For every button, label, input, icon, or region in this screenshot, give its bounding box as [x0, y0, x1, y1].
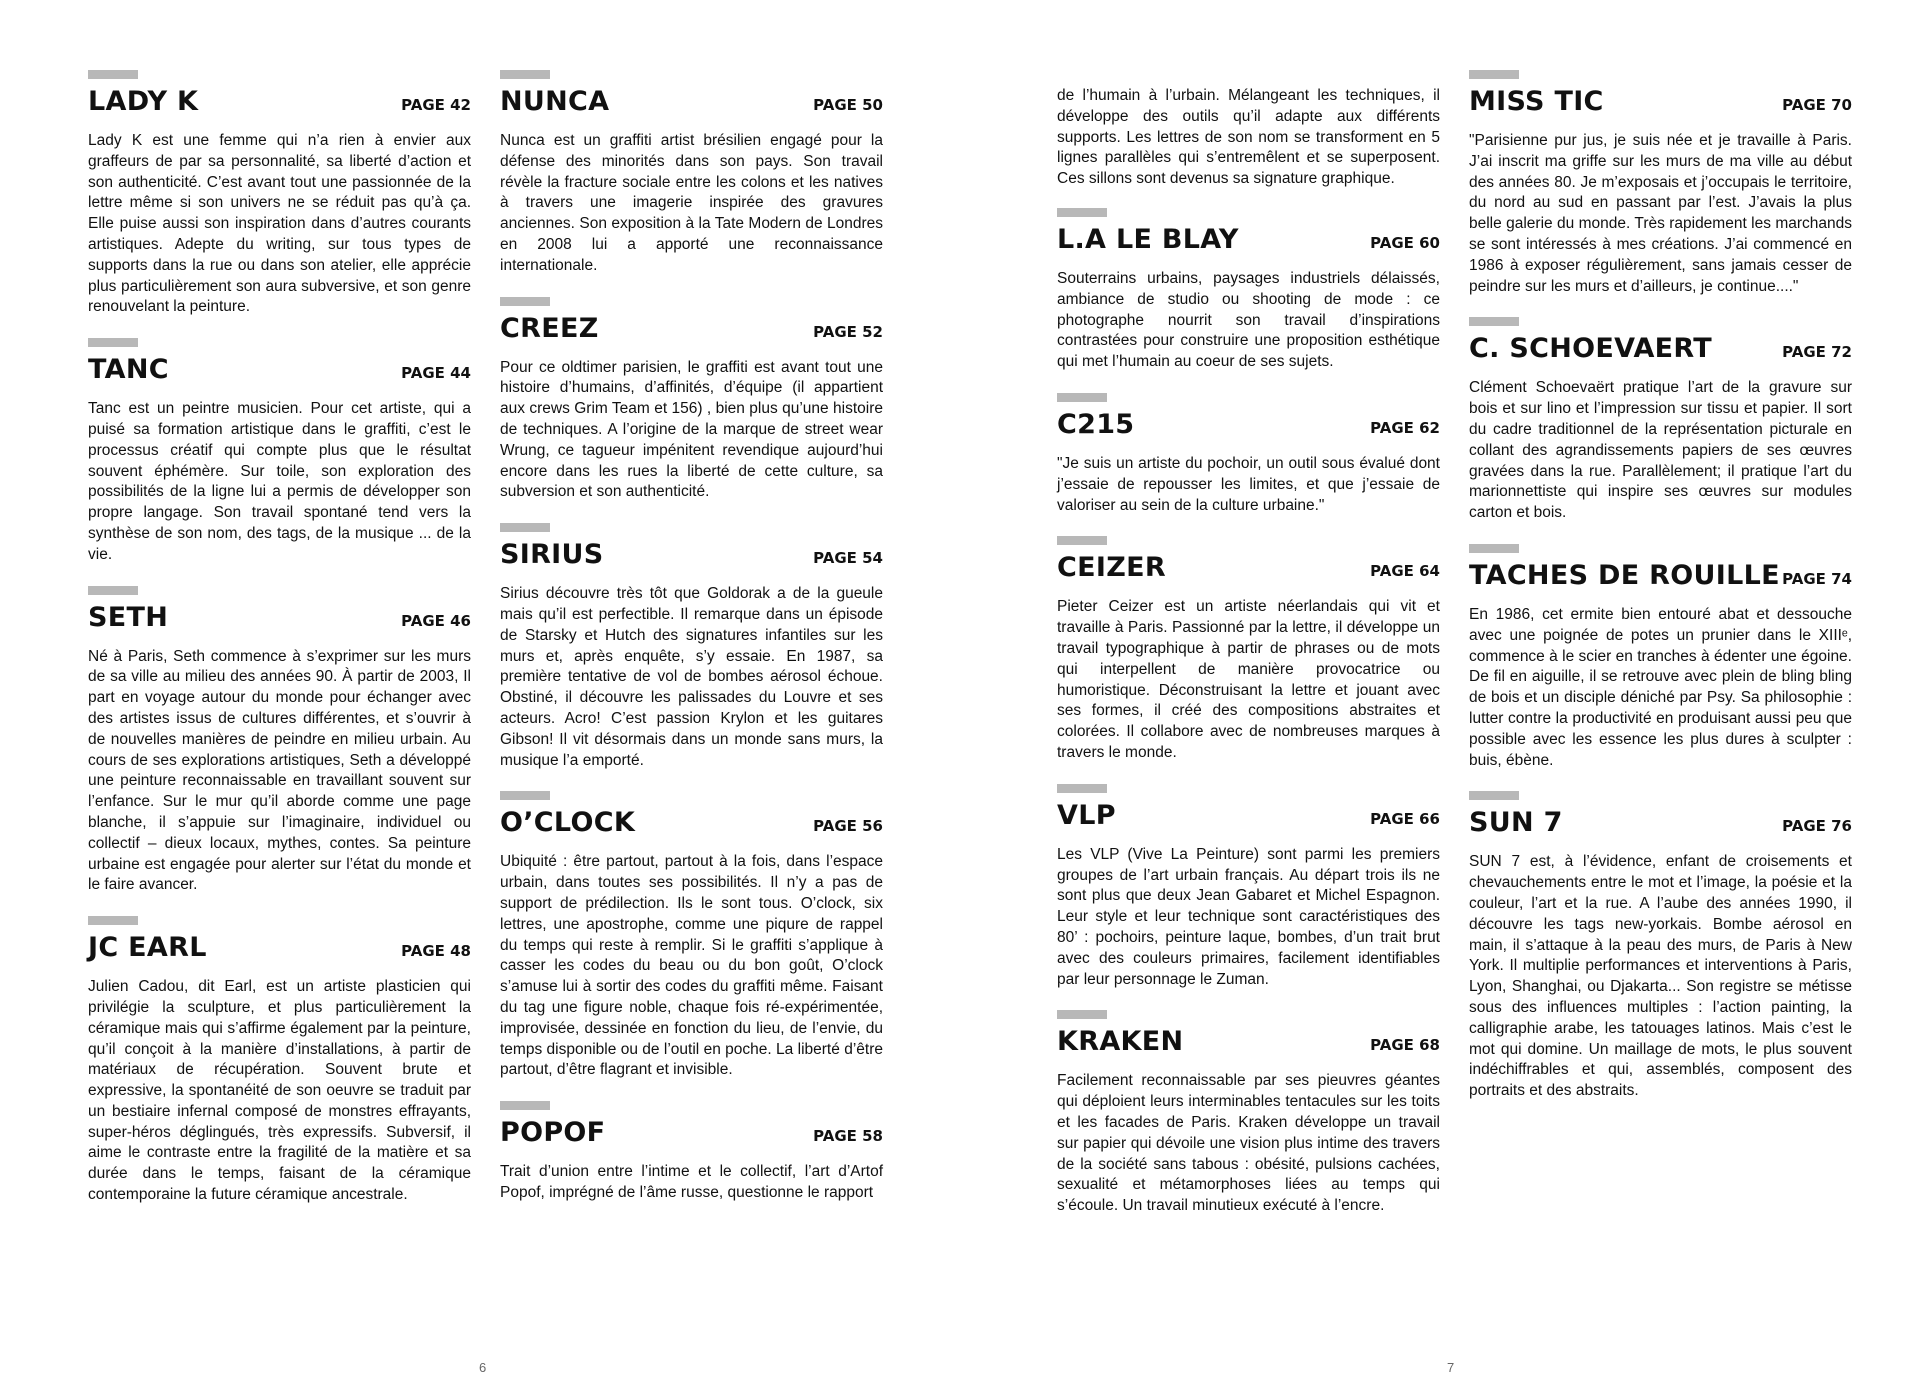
artist-name: L.A LE BLAY	[1057, 223, 1239, 255]
right-page-column-2	[1469, 70, 1852, 1122]
artist-name: TACHES DE ROUILLE	[1469, 559, 1780, 591]
section-marker	[1469, 791, 1519, 800]
entry-header	[88, 355, 471, 385]
page-reference: PAGE 72	[1782, 343, 1852, 362]
artist-bio: Nunca est un graffiti artist brésilien engagé pour la défense des minorités dans son pays. Son travail révèle la fracture sociale entre les colons et les natives à travers une imagerie inspirée des gravures anciennes. Son exposition à la Tate Modern de Londres en 2008 lui a apporté une reconnaissance internationale.	[500, 132, 883, 274]
page-reference: PAGE 70	[1782, 96, 1852, 114]
artist-bio: Tanc est un peintre musicien. Pour cet artiste, qui a puisé sa formation artistique dans le graffiti, c’est le processus créatif qui compte plus que le résultat souvent éphémère. Sur toile, son exploration des possibilités de la ligne lui a permis de développer son propre langage. Son travail spontané tend vers la synthèse de son nom, des tags, de la musique ... de la vie.	[88, 400, 471, 563]
entry-header	[88, 603, 471, 633]
page-reference: PAGE 44	[401, 364, 471, 383]
artist-bio: Trait d’union entre l’intime et le collectif, l’art d’Artof Popof, imprégné de l’âme russe, questionne le rapport	[500, 1163, 883, 1201]
artist-bio: En 1986, cet ermite bien entouré abat et dessouche avec une poignée de potes un prunier dans le XIIIᵉ, commence à le scier en tranches à édenter une égoine. De fil en aiguille, il se retrouve avec plein de bling bling de bois et un disciple déniché par Psy. Sa philosophie : lutter contre la productivité en produisant aussi peu que possible avec les essence les plus dures à sculpter : buis, ébène.	[1469, 605, 1852, 769]
artist-bio: Né à Paris, Seth commence à s’exprimer sur les murs de sa ville au milieu des années 90. À partir de 2003, Il part en voyage autour du monde pour échanger avec des artistes issus de cultures différentes, et s’ouvrir à de nouvelles manières de peindre en milieu urbain. Au cours de ses explorations artistiques, Seth a développé une peinture reconnaissable en travaillant souvent sur l’enfance. Sur le mur qu’il aborde comme une page blanche, il s’appuie sur l’imaginaire, individuel ou collectif – dieux locaux, mythes, contes. Sa peinture urbaine est engagée pour alerter sur l’état du monde et le faire avancer.	[88, 647, 471, 894]
left-page-column-2	[500, 70, 883, 1224]
artist-name: C215	[1057, 408, 1135, 440]
artist-entry	[500, 1101, 883, 1204]
section-marker	[88, 338, 138, 347]
entry-header	[1469, 808, 1852, 838]
artist-name: O’CLOCK	[500, 807, 636, 839]
entry-header	[1057, 410, 1440, 440]
page-reference: PAGE 56	[813, 817, 883, 836]
section-marker	[500, 297, 550, 306]
page-reference: PAGE 54	[813, 549, 883, 568]
entry-header	[500, 540, 883, 570]
artist-entry	[88, 916, 471, 1206]
entry-header	[88, 933, 471, 963]
artist-entry	[1057, 784, 1440, 991]
left-page-column-1	[88, 70, 471, 1226]
artist-entry	[88, 338, 471, 565]
artist-entry	[1469, 70, 1852, 297]
page-reference: PAGE 76	[1782, 817, 1852, 836]
artist-name: CREEZ	[500, 312, 599, 344]
artist-entry	[88, 586, 471, 897]
artist-name: JC EARL	[88, 932, 207, 964]
artist-entry	[1469, 791, 1852, 1102]
artist-bio: Pour ce oldtimer parisien, le graffiti est avant tout une histoire d’humains, d’affinités, d’équipe (il appartient aux crews Grim Team et 156) , bien plus qu’une histoire de techniques. A l’origine de la marque de street wear Wrung, ce tagueur impénitent revendique aujourd’hui encore dans les rues la liberté de cette culture, sa subversion et son authenticité.	[500, 358, 883, 501]
entry-header	[500, 808, 883, 838]
artist-name: MISS TIC	[1469, 86, 1604, 117]
artist-entry	[500, 70, 883, 277]
page-reference: PAGE 52	[813, 322, 883, 341]
artist-entry	[1057, 1010, 1440, 1217]
artist-entry	[500, 523, 883, 771]
section-marker	[1469, 317, 1519, 326]
section-marker	[1057, 1010, 1107, 1019]
section-marker	[1057, 208, 1107, 217]
page-number-left: 6	[479, 1360, 487, 1375]
artist-name: TANC	[88, 354, 169, 386]
right-page-column-1	[1057, 86, 1440, 1237]
artist-entry	[1057, 393, 1440, 516]
entry-header	[1469, 334, 1852, 364]
page-reference: PAGE 66	[1370, 809, 1440, 828]
entry-header	[1057, 553, 1440, 583]
artist-name: SUN 7	[1469, 807, 1563, 839]
artist-bio: Les VLP (Vive La Peinture) sont parmi les premiers groupes de l’art urbain français. Au départ trois ils ne sont plus que deux Jean Gabaret et Michel Espagnon. Leur style et leur technique sont caractéristiques des 80’ : pochoirs, peinture laque, bombes, d’un trait brut avec des couleurs primaires, facilement identifiables par leur personnage le Zuman.	[1057, 845, 1440, 988]
entry-header	[1057, 801, 1440, 831]
artist-bio: Ubiquité : être partout, partout à la fois, dans l’espace urbain, dans toutes ses possibilités. Il n’y a pas de support de prédilection. Ils le sont tous. O’clock, six lettres, une apostrophe, comme une piqure de rappel du temps qui reste à remplir. Si le graffiti s’applique à casser les codes du beau ou du bon goût, O’clock s’amuse lui à sortir des codes du graffiti même. Faisant du tag une figure noble, chaque fois ré-expérimentée, improvisée, dessinée en fonction du lieu, de l’envie, du temps disponible ou de l’outil en poche. La liberté d’être partout, d’être flagrant et invisible.	[500, 853, 883, 1079]
artist-bio: Clément Schoevaërt pratique l’art de la gravure sur bois et sur lino et l’impression sur tissu et papier. Il sort du cadre traditionnel de la représentation picturale en collant des agrandissements papiers de ses œuvres gravées dans la rue. Parallèlement; il pratique l’art du marionnettiste qui inspire ses œuvres sur modules carton et bois.	[1469, 379, 1852, 522]
entry-header	[500, 87, 883, 117]
artist-bio: Julien Cadou, dit Earl, est un artiste plasticien qui privilégie la sculpture, et plus particulièrement la céramique mais qui s’affirme également par la peinture, qu’il conçoit à la manière d’installations, à partir de matériaux de récupération. Souvent brute et expressive, la spontanéité de son oeuvre se traduit par un bestiaire infernal composé de monstres effrayants, super-héros déglingués, très expressifs. Subversif, il aime le contraste entre la fragilité de la matière et sa durée dans le temps, faisant de la céramique contemporaine la future céramique ancestrale.	[88, 978, 471, 1204]
artist-name: KRAKEN	[1057, 1026, 1184, 1058]
artist-bio: Lady K est une femme qui n’a rien à envier aux graffeurs de par sa personnalité, sa liberté d’action et son authenticité. C’est avant tout une passionnée de la lettre même si son univers ne se réduit pas qu’à ça. Elle puise aussi son inspiration dans d’autres courants artistiques. Adepte du writing, sur tous types de supports dans la rue ou dans son atelier, elle apprécie plus particulièrement son aura subversive, et son genre renouvelant la peinture.	[88, 132, 471, 316]
artist-entry	[1469, 544, 1852, 771]
page-reference: PAGE 42	[401, 96, 471, 114]
page-reference: PAGE 58	[813, 1127, 883, 1146]
entry-header	[1057, 225, 1440, 255]
section-marker	[1057, 393, 1107, 402]
page-number-right: 7	[1447, 1360, 1455, 1375]
section-marker	[500, 1101, 550, 1110]
entry-header	[88, 87, 471, 117]
continued-text: de l’humain à l’urbain. Mélangeant les techniques, il développe des outils qu’il adapte aux différents supports. Les lettres de son nom se transforment en 5 lignes parallèles qui s’entremêlent et se superposent. Ces sillons sont devenus sa signature graphique.	[1057, 87, 1440, 188]
artist-bio: Sirius découvre très tôt que Goldorak a de la gueule mais qu’il est perfectible. Il remarque dans un épisode de Starsky et Hutch des signatures infantiles sur les murs et, après enquête, s’y essaie. En 1987, sa première tentative de vol de bombes aérosol échoue. Obstiné, il découvre les palissades du Louvre et ses acteurs. Acro! C’est passion Krylon et les guitares Gibson! Il vit désormais dans un monde sans murs, la musique l’a emporté.	[500, 585, 883, 769]
artist-entry	[88, 70, 471, 318]
artist-entry	[1057, 208, 1440, 373]
page-reference: PAGE 46	[401, 611, 471, 630]
page-reference: PAGE 48	[401, 942, 471, 961]
page-reference: PAGE 60	[1370, 233, 1440, 252]
section-marker	[1469, 70, 1519, 79]
artist-entry	[500, 791, 883, 1081]
section-marker	[88, 70, 138, 79]
artist-name: LADY K	[88, 86, 199, 117]
section-marker	[88, 916, 138, 925]
artist-name: CEIZER	[1057, 552, 1166, 584]
artist-bio: Souterrains urbains, paysages industriels délaissés, ambiance de studio ou shooting de mode : ce photographe nourrit son travail d’inspirations contrastées pour construire une proposition esthétique qui met l’humain au coeur de ses sujets.	[1057, 269, 1440, 371]
artist-entry	[1057, 536, 1440, 763]
section-marker	[88, 586, 138, 595]
page-reference: PAGE 64	[1370, 562, 1440, 581]
page-reference: PAGE 50	[813, 96, 883, 114]
page-reference: PAGE 68	[1370, 1036, 1440, 1055]
section-marker	[500, 523, 550, 532]
artist-bio: SUN 7 est, à l’évidence, enfant de croisements et chevauchements entre le mot et l’image, la poésie et la couleur, l’art et la rue. A l’aube des années 1990, il découvre les tags new-yorkais. Bombe aérosol en main, il s’attaque à la peau des murs, de Paris à New York. Il multiplie performances et interventions à Paris, Lyon, Shanghai, ou Djakarta... Son registre se métisse sous des influences multiples : l’action painting, la calligraphie arabe, les tatouages latinos. Mais c’est le mot qui domine. Un maillage de mots, le plus souvent indéchiffrables et qui, assemblés, composent des portraits et des abstraits.	[1469, 853, 1852, 1100]
artist-bio: Pieter Ceizer est un artiste néerlandais qui vit et travaille à Paris. Passionné par la lettre, il développe un travail typographique à partir de phrases ou de mots qui interpellent de manière provocatrice ou humoristique. Déconstruisant la lettre et jouant avec ses formes, il créé des compositions abstraites et colorées. Il collabore avec de nombreuses marques à travers le monde.	[1057, 598, 1440, 761]
artist-name: POPOF	[500, 1117, 606, 1149]
entry-header	[1469, 561, 1852, 591]
page-reference: PAGE 62	[1370, 418, 1440, 437]
section-marker	[500, 70, 550, 79]
artist-bio: Facilement reconnaissable par ses pieuvres géantes qui déploient leurs interminables tentacules sur les toits et les facades de Paris. Kraken développe un travail sur papier qui dévoile une vision plus intime des travers de la société sans tabous : obésité, pulsions cachées, sexualité et métamorphoses liées au temps qui s’écoule. Un travail minutieux exécuté à l’encre.	[1057, 1072, 1440, 1215]
artist-name: VLP	[1057, 799, 1116, 831]
artist-name: SIRIUS	[500, 539, 604, 571]
entry-header	[1057, 1027, 1440, 1057]
artist-name: SETH	[88, 601, 169, 633]
section-marker	[1469, 544, 1519, 553]
page-reference: PAGE 74	[1782, 569, 1852, 588]
artist-bio: "Je suis un artiste du pochoir, un outil sous évalué dont j’essaie de repousser les limites, et que j’essaie de valoriser au sein de la culture urbaine."	[1057, 454, 1440, 514]
artist-name: C. SCHOEVAERT	[1469, 333, 1713, 365]
section-marker	[500, 791, 550, 800]
section-marker	[1057, 784, 1107, 793]
entry-header	[500, 314, 883, 344]
section-marker	[1057, 536, 1107, 545]
entry-header	[1469, 87, 1852, 117]
artist-entry	[500, 297, 883, 504]
artist-name: NUNCA	[500, 86, 610, 117]
artist-entry	[1469, 317, 1852, 524]
artist-bio: "Parisienne pur jus, je suis née et je travaille à Paris. J’ai inscrit ma griffe sur les murs de ma ville au début des années 80. Je m’exposais et j’occupais le territoire, du nord au sud en passant par l’est. J’avais la plus belle galerie du monde. Très rapidement les marchands se sont intéressés à mes créations. J’ai commencé en 1986 à exposer régulièrement, sans jamais cesser de peindre sur les murs et d’ailleurs, je continue...."	[1469, 132, 1852, 295]
entry-header	[500, 1118, 883, 1148]
